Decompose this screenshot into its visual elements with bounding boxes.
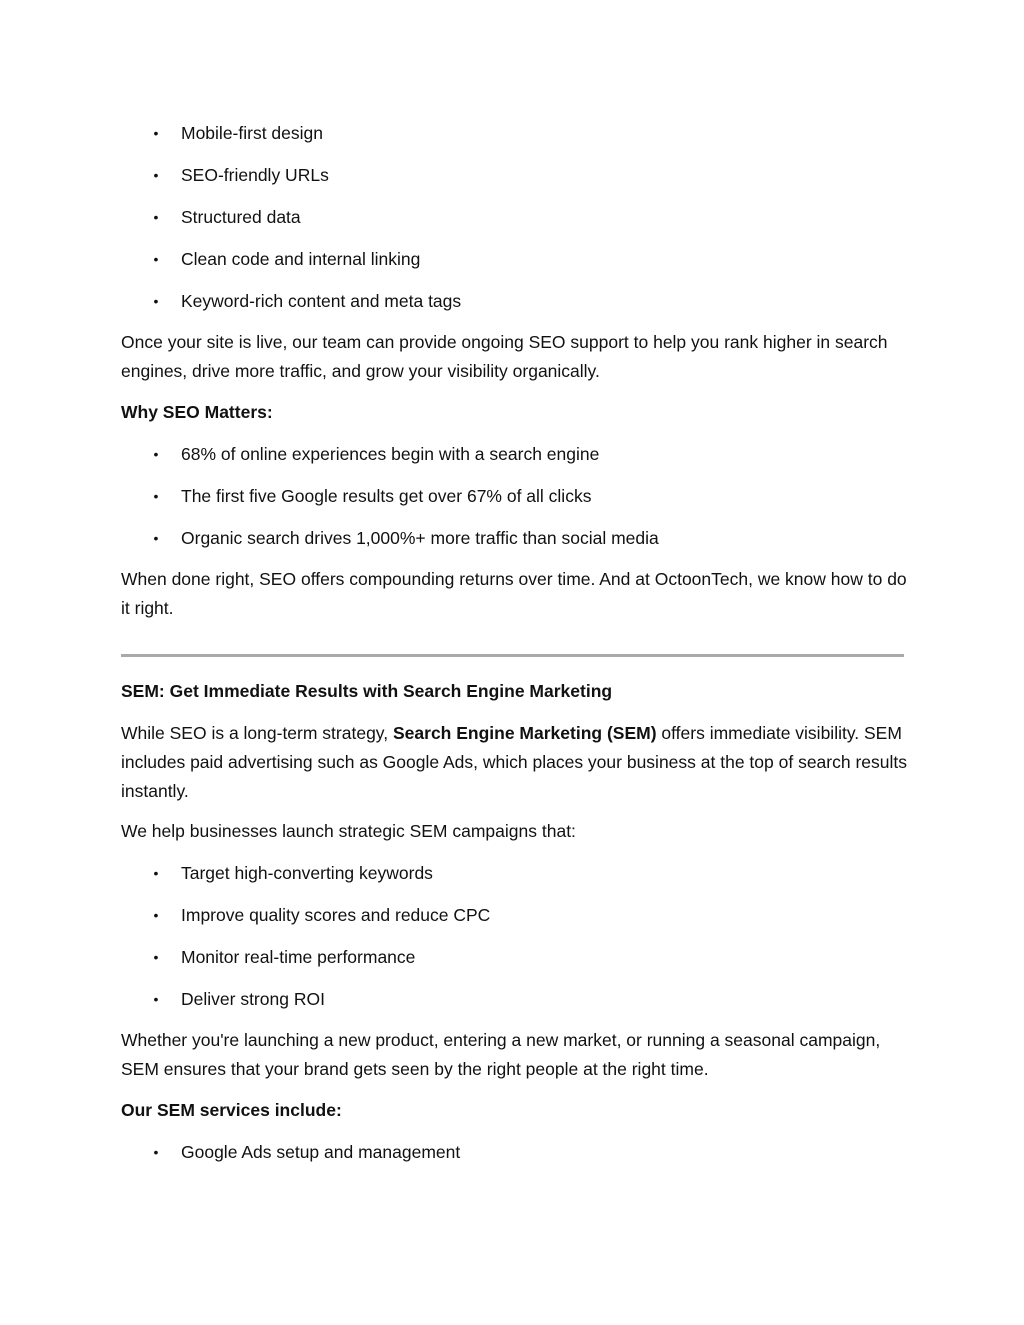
list-item-text: Target high-converting keywords <box>181 863 433 883</box>
bullet-icon: • <box>153 293 159 309</box>
paragraph-sem-intro <box>121 719 911 806</box>
list-item-text: Monitor real-time performance <box>181 947 416 967</box>
list-item-text: 68% of online experiences begin with a search engine <box>181 444 600 464</box>
sem-intro-text: While SEO is a long-term strategy, <box>121 723 393 743</box>
bullet-icon: • <box>153 865 159 881</box>
sem-intro-rest: offers immediate visibility. SEM includes paid advertising such as Google Ads, which places your business at the top of search results instantly. <box>121 723 907 801</box>
list-item-text: Clean code and internal linking <box>181 249 421 269</box>
sem-intro-bold: Search Engine Marketing (SEM) <box>393 723 657 743</box>
bullet-icon: • <box>153 209 159 225</box>
list-item-text: Keyword-rich content and meta tags <box>181 291 462 311</box>
heading-sem-services: Our SEM services include: <box>121 1100 342 1120</box>
list-item-text: SEO-friendly URLs <box>181 165 329 185</box>
bullet-icon: • <box>153 991 159 1007</box>
paragraph-launch: Whether you're launching a new product, entering a new market, or running a seasonal campaign, SEM ensures that your brand gets seen by the right people at the right time. <box>121 1030 881 1079</box>
list-item-text: Google Ads setup and management <box>181 1142 461 1162</box>
list-item-text: Structured data <box>181 207 301 227</box>
bullet-icon: • <box>153 125 159 141</box>
heading-sem: SEM: Get Immediate Results with Search Engine Marketing <box>121 681 613 701</box>
bullet-icon: • <box>153 907 159 923</box>
heading-why-seo: Why SEO Matters: <box>121 402 273 422</box>
paragraph-compounding: When done right, SEO offers compounding returns over time. And at OctoonTech, we know how to do it right. <box>121 569 907 618</box>
bullet-icon: • <box>153 488 159 504</box>
list-item-text: Deliver strong ROI <box>181 989 325 1009</box>
bullet-icon: • <box>153 251 159 267</box>
bullet-icon: • <box>153 446 159 462</box>
bullet-icon: • <box>153 949 159 965</box>
list-item-text: The first five Google results get over 67% of all clicks <box>181 486 592 506</box>
paragraph-ongoing-seo: Once your site is live, our team can provide ongoing SEO support to help you rank higher in search engines, drive more traffic, and grow your visibility organically. <box>121 332 888 381</box>
horizontal-divider <box>121 654 904 657</box>
bullet-icon: • <box>153 1144 159 1160</box>
bullet-icon: • <box>153 167 159 183</box>
paragraph-campaigns-intro: We help businesses launch strategic SEM campaigns that: <box>121 821 576 841</box>
list-item-text: Improve quality scores and reduce CPC <box>181 905 491 925</box>
list-item-text: Organic search drives 1,000%+ more traffic than social media <box>181 528 659 548</box>
list-item-text: Mobile-first design <box>181 123 323 143</box>
bullet-icon: • <box>153 530 159 546</box>
